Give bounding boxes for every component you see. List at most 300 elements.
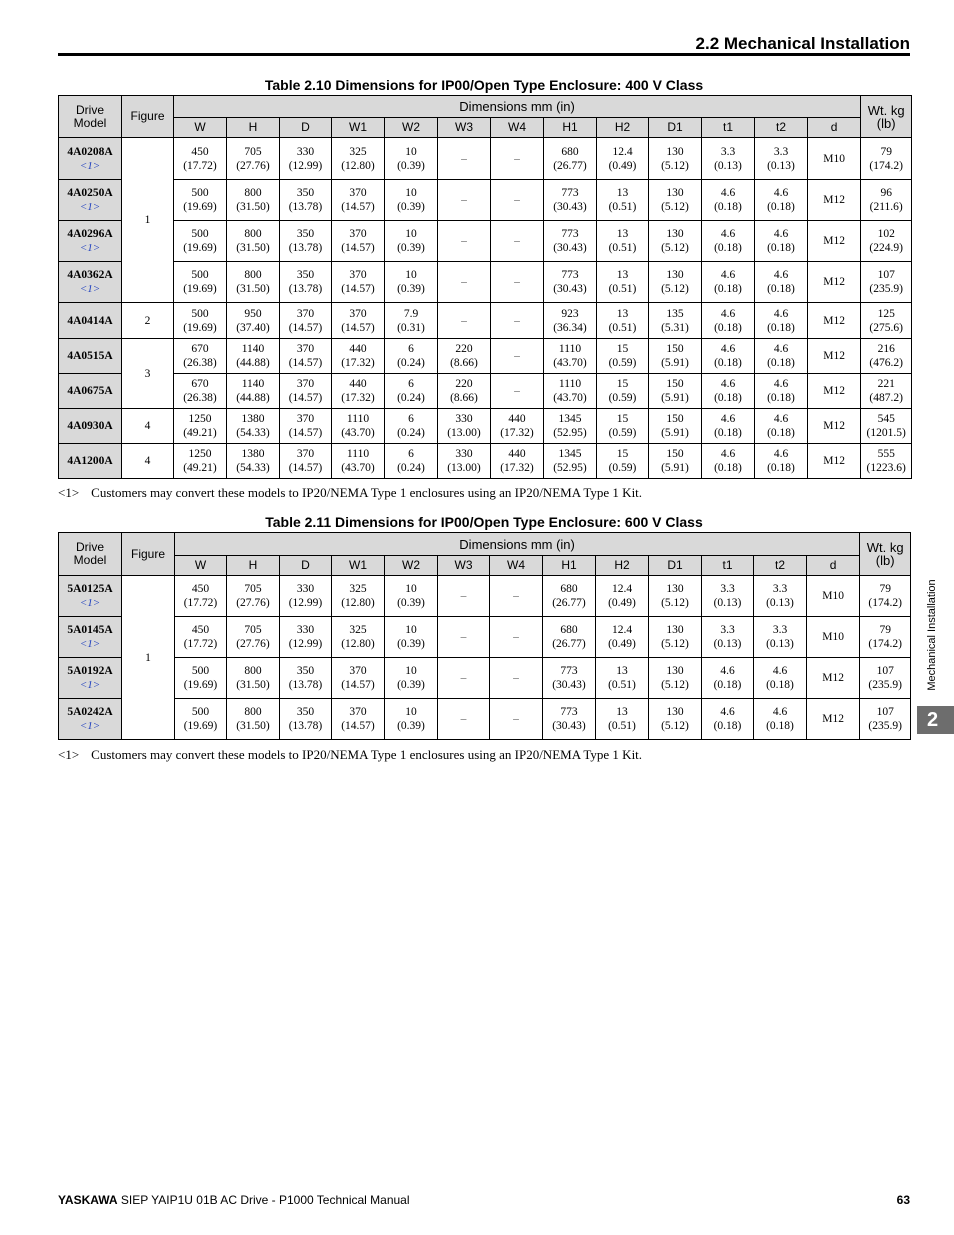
dim-cell-w4: [491, 180, 544, 221]
footnote-ref: <1>: [79, 201, 101, 213]
dim-mm: 370: [349, 706, 367, 718]
dim-cell-d: [280, 374, 332, 409]
dim-in: (30.43): [553, 201, 587, 213]
dim-mm: –: [514, 194, 520, 206]
dim-cell-w2: [385, 444, 438, 479]
dim-mm: 773: [560, 706, 578, 718]
header-dim-h: H: [227, 556, 280, 576]
drive-model-cell: [59, 617, 122, 658]
dim-cell-h2: [596, 576, 649, 617]
dim-cell-h: [227, 138, 280, 180]
dim-cell-h1: [544, 262, 597, 303]
dim-cell-w3: [438, 303, 491, 339]
dim-mm: 3.3: [773, 145, 789, 158]
dim-mm: 4.6: [720, 307, 736, 320]
dim-in: (0.18): [714, 462, 742, 474]
dim-mm: –: [514, 276, 520, 288]
dim-cell-d: [808, 303, 861, 339]
dim-in: (49.21): [183, 462, 217, 474]
dim-in: (13.78): [288, 242, 323, 254]
dim-cell-d: [807, 699, 860, 740]
dim-mm: 4.6: [720, 269, 736, 281]
dim-mm: M12: [822, 672, 844, 684]
dim-mm: 1140: [241, 343, 265, 355]
weight-lb: (275.6): [869, 321, 903, 334]
dim-cell-d1: [649, 576, 702, 617]
dim-in: (44.88): [236, 357, 270, 369]
dim-mm: 370: [349, 187, 367, 199]
drive-model: 4A0515A: [67, 350, 113, 362]
dim-cell-w4: [490, 699, 543, 740]
dim-mm: 4.6: [773, 378, 789, 390]
footnote-mark: <1>: [58, 747, 80, 762]
dim-cell-h1: [544, 409, 597, 444]
dim-cell-h1: [543, 576, 596, 617]
section-title: 2.2 Mechanical Installation: [695, 34, 910, 53]
dim-cell-d: [808, 374, 861, 409]
dim-cell-w4: [491, 409, 544, 444]
weight-cell: [860, 699, 911, 740]
dim-cell-d: [280, 658, 332, 699]
dim-cell-d: [280, 576, 332, 617]
header-dim-d1: D1: [649, 556, 702, 576]
dim-in: (27.76): [236, 159, 270, 172]
drive-model-cell: [59, 576, 122, 617]
dim-in: (13.00): [447, 427, 481, 439]
figure-cell: 4: [122, 444, 174, 479]
weight-lb: (1223.6): [866, 462, 906, 474]
dim-in: (0.51): [608, 242, 637, 254]
header-weight: Wt. kg (lb): [861, 96, 912, 138]
dim-in: (27.76): [236, 597, 270, 609]
weight-lb: (235.9): [868, 720, 902, 732]
dim-in: (0.18): [767, 321, 795, 334]
dim-in: (0.18): [714, 357, 742, 369]
dim-cell-w1: [332, 138, 385, 180]
table-caption: Table 2.11 Dimensions for IP00/Open Type Enclosure: 600 V Class: [265, 514, 703, 530]
dim-cell-w: [174, 339, 227, 374]
dim-cell-w4: [490, 617, 543, 658]
footnote-ref: <1>: [79, 597, 101, 609]
dim-mm: 325: [349, 624, 367, 636]
dim-mm: 13: [616, 228, 629, 240]
drive-model-cell: [59, 409, 122, 444]
dim-in: (0.39): [397, 638, 425, 650]
footnote: [58, 747, 642, 763]
dim-in: (0.13): [766, 638, 794, 650]
dim-cell-t1: [702, 221, 755, 262]
table-row: [59, 699, 911, 740]
footnote-ref: <1>: [79, 159, 101, 172]
weight-lb: (1201.5): [866, 427, 906, 439]
dim-cell-h1: [543, 658, 596, 699]
dim-mm: 13: [616, 187, 629, 199]
dim-mm: 330: [455, 413, 473, 425]
dim-mm: 13: [616, 665, 628, 677]
dim-in: (19.69): [183, 679, 218, 691]
dim-in: (0.13): [713, 638, 742, 650]
dim-mm: 800: [244, 706, 262, 718]
dim-mm: 680: [560, 583, 578, 595]
dim-mm: 1110: [346, 448, 370, 460]
weight-cell: [861, 339, 912, 374]
dim-cell-d1: [649, 617, 702, 658]
dim-in: (26.38): [183, 357, 217, 369]
dim-in: (12.80): [341, 159, 375, 172]
dim-in: (0.59): [608, 427, 637, 439]
dim-cell-d1: [649, 658, 702, 699]
dim-mm: 13: [616, 269, 629, 281]
dim-mm: 10: [405, 706, 417, 718]
dim-mm: 370: [349, 269, 367, 281]
dim-mm: 350: [296, 706, 315, 718]
dim-cell-w4: [491, 262, 544, 303]
dim-cell-w3: [438, 617, 490, 658]
dim-mm: –: [514, 314, 520, 327]
dim-in: (43.70): [341, 427, 375, 439]
dim-cell-t1: [702, 262, 755, 303]
dim-mm: –: [461, 194, 467, 206]
dim-in: (17.72): [183, 159, 217, 172]
header-dim-t1: t1: [702, 556, 754, 576]
dim-cell-d1: [649, 374, 702, 409]
dim-in: (12.99): [288, 597, 323, 609]
dim-mm: 15: [616, 413, 629, 425]
dim-cell-d: [280, 339, 332, 374]
dim-in: (0.39): [397, 720, 425, 732]
dim-mm: 1110: [558, 343, 582, 355]
dim-mm: M12: [823, 314, 845, 327]
header-drive-model: Drive Model: [59, 533, 122, 576]
dim-cell-w: [174, 409, 227, 444]
table-row: [59, 339, 912, 374]
dim-mm: 130: [666, 145, 684, 158]
dim-mm: 1110: [558, 378, 582, 390]
dim-mm: 500: [191, 706, 210, 718]
dim-mm: M10: [822, 590, 844, 602]
dim-cell-h: [227, 699, 280, 740]
dim-cell-d: [808, 339, 861, 374]
dim-cell-h2: [597, 138, 649, 180]
drive-model-cell: [59, 658, 122, 699]
dim-in: (8.66): [450, 392, 478, 404]
dim-mm: 4.6: [773, 448, 789, 460]
figure-cell: 4: [122, 409, 174, 444]
dim-cell-d: [808, 262, 861, 303]
dim-mm: 4.6: [720, 706, 735, 718]
dim-in: (0.18): [767, 283, 795, 295]
dim-in: (19.69): [183, 283, 217, 295]
dim-mm: –: [514, 152, 520, 165]
dim-cell-h: [227, 339, 280, 374]
dim-mm: 370: [349, 228, 367, 240]
dim-cell-t2: [755, 444, 808, 479]
dim-mm: 3.3: [720, 583, 735, 595]
dim-in: (0.18): [714, 283, 742, 295]
dim-mm: 325: [349, 583, 367, 595]
dim-mm: 800: [244, 269, 262, 281]
dim-mm: 220: [455, 343, 473, 355]
dim-in: (5.12): [661, 283, 689, 295]
dim-in: (12.80): [341, 638, 375, 650]
chapter-tab-label: [922, 575, 942, 695]
dim-in: (0.49): [608, 638, 636, 650]
drive-model-cell: [59, 138, 122, 180]
dim-mm: 10: [405, 187, 417, 199]
table-row: [59, 617, 911, 658]
dim-mm: 450: [191, 624, 210, 636]
dim-cell-h1: [544, 374, 597, 409]
dim-in: (0.39): [397, 242, 425, 254]
figure-cell: 1: [122, 576, 175, 740]
dim-cell-t1: [702, 444, 755, 479]
weight-lb: (476.2): [869, 357, 903, 369]
weight-kg: 125: [877, 307, 895, 320]
dim-mm: –: [513, 713, 519, 725]
dim-in: (12.99): [288, 638, 323, 650]
weight-kg: 102: [877, 228, 895, 240]
dim-mm: 4.6: [720, 343, 736, 355]
dim-in: (43.70): [341, 462, 375, 474]
page-footer: [58, 1193, 910, 1207]
footnote-text: Customers may convert these models to IP20/NEMA Type 1 enclosures using an IP20/NEMA Type 1 Kit.: [91, 485, 643, 500]
dim-cell-d: [280, 180, 332, 221]
header-weight: Wt. kg (lb): [860, 533, 911, 576]
dim-in: (31.50): [236, 720, 270, 732]
footnote-ref: <1>: [79, 242, 101, 254]
dim-cell-t1: [702, 699, 754, 740]
dim-cell-h2: [597, 339, 649, 374]
dim-mm: 440: [508, 413, 526, 425]
dim-in: (37.40): [236, 321, 270, 334]
dim-mm: 220: [455, 378, 473, 390]
weight-kg: 216: [877, 343, 895, 355]
dim-cell-h: [227, 262, 280, 303]
dim-mm: 350: [296, 187, 315, 199]
dim-cell-w2: [385, 221, 438, 262]
dim-in: (0.51): [608, 321, 637, 334]
dim-cell-w1: [332, 617, 385, 658]
dim-mm: 4.6: [720, 378, 736, 390]
dim-cell-w4: [491, 339, 544, 374]
dim-cell-w3: [438, 138, 491, 180]
dim-mm: 12.4: [611, 583, 633, 595]
header-dim-h: H: [227, 118, 280, 138]
dim-cell-w2: [385, 262, 438, 303]
dim-cell-w2: [385, 658, 438, 699]
dim-mm: 773: [561, 228, 579, 240]
dim-cell-d1: [649, 180, 702, 221]
dim-mm: 4.6: [773, 187, 789, 199]
dim-mm: 370: [296, 448, 315, 460]
weight-cell: [860, 617, 911, 658]
header-dim-w: W: [175, 556, 227, 576]
drive-model: 5A0242A: [67, 706, 113, 718]
dim-in: (31.50): [236, 201, 270, 213]
dim-mm: 450: [191, 145, 209, 158]
dim-mm: 350: [296, 269, 315, 281]
table-row: [59, 221, 912, 262]
table-row: [59, 262, 912, 303]
dim-mm: 130: [666, 706, 684, 718]
dim-in: (0.18): [714, 201, 742, 213]
dim-mm: 15: [616, 343, 629, 355]
dim-cell-t1: [702, 658, 754, 699]
dim-cell-d: [807, 658, 860, 699]
dim-cell-w2: [385, 409, 438, 444]
dim-mm: 6: [408, 448, 414, 460]
dim-in: (52.95): [553, 427, 587, 439]
footnote-ref: <1>: [79, 638, 101, 650]
dim-in: (13.78): [288, 201, 323, 213]
dim-mm: M12: [823, 350, 845, 362]
drive-model: 4A0208A: [67, 145, 113, 158]
dim-in: (19.69): [183, 242, 217, 254]
dim-cell-w1: [332, 180, 385, 221]
header-figure: Figure: [122, 533, 175, 576]
dim-in: (0.24): [397, 462, 425, 474]
dim-cell-w1: [332, 262, 385, 303]
dim-in: (31.50): [236, 283, 270, 295]
header-dim-h2: H2: [596, 556, 649, 576]
dim-in: (54.33): [236, 462, 270, 474]
header-dim-t2: t2: [754, 556, 807, 576]
dim-mm: –: [513, 631, 519, 643]
dim-cell-w1: [332, 374, 385, 409]
dim-mm: 440: [349, 378, 367, 390]
dim-mm: 6: [408, 413, 414, 425]
dim-in: (0.39): [397, 597, 425, 609]
dim-cell-h1: [543, 617, 596, 658]
dim-cell-w2: [385, 138, 438, 180]
dim-in: (30.43): [552, 720, 586, 732]
header-dim-t2: t2: [755, 118, 808, 138]
dim-cell-w4: [490, 658, 543, 699]
dim-in: (19.69): [183, 201, 217, 213]
dim-cell-w1: [332, 303, 385, 339]
dim-cell-t2: [755, 138, 808, 180]
table-row: [59, 180, 912, 221]
drive-model: 4A0296A: [67, 228, 113, 240]
dim-mm: –: [513, 590, 519, 602]
weight-lb: (211.6): [869, 201, 903, 213]
dim-mm: 350: [296, 228, 315, 240]
dim-in: (0.18): [714, 321, 742, 334]
dim-in: (0.51): [608, 283, 637, 295]
dim-in: (30.43): [553, 242, 587, 254]
weight-kg: 555: [877, 448, 895, 460]
dim-cell-w3: [438, 221, 491, 262]
dim-mm: 440: [508, 448, 526, 460]
dim-mm: M10: [822, 631, 844, 643]
dim-mm: 130: [666, 228, 684, 240]
dim-in: (0.18): [767, 392, 795, 404]
dim-in: (0.49): [608, 159, 637, 172]
dim-cell-d1: [649, 699, 702, 740]
dim-mm: 500: [191, 187, 209, 199]
dim-cell-h: [227, 303, 280, 339]
figure-cell: 1: [122, 138, 174, 303]
dim-cell-w1: [332, 576, 385, 617]
dimensions-table-600v: [58, 532, 911, 740]
dim-cell-w4: [491, 374, 544, 409]
dim-mm: 13: [616, 706, 628, 718]
dim-cell-h: [227, 409, 280, 444]
dim-mm: 4.6: [720, 448, 736, 460]
dim-in: (13.78): [288, 283, 323, 295]
dim-in: (0.59): [608, 462, 637, 474]
dim-in: (26.77): [552, 638, 586, 650]
dim-in: (17.32): [500, 427, 534, 439]
dim-cell-w1: [332, 409, 385, 444]
dim-mm: 705: [244, 624, 262, 636]
drive-model: 4A0362A: [67, 269, 113, 281]
dim-cell-w1: [332, 444, 385, 479]
table-row: [59, 303, 912, 339]
dim-mm: 4.6: [773, 269, 789, 281]
drive-model-cell: [59, 262, 122, 303]
dim-mm: 4.6: [773, 307, 789, 320]
dim-in: (14.57): [341, 679, 375, 691]
header-dim-w: W: [174, 118, 227, 138]
drive-model-cell: [59, 444, 122, 479]
dim-in: (0.18): [767, 201, 795, 213]
weight-kg: 79: [879, 583, 891, 595]
weight-lb: (174.2): [869, 159, 903, 172]
weight-cell: [861, 444, 912, 479]
drive-model-cell: [59, 699, 122, 740]
dim-in: (49.21): [183, 427, 217, 439]
dim-mm: –: [460, 672, 467, 684]
table-row: [59, 374, 912, 409]
dim-in: (5.12): [661, 597, 689, 609]
dim-mm: –: [460, 713, 467, 725]
dim-cell-w1: [332, 221, 385, 262]
dim-mm: 3.3: [772, 624, 788, 636]
dim-cell-w3: [438, 339, 491, 374]
dim-mm: 150: [666, 413, 684, 425]
dim-cell-h1: [544, 180, 597, 221]
dim-cell-h2: [597, 409, 649, 444]
dim-cell-w2: [385, 699, 438, 740]
dim-mm: 1345: [558, 413, 582, 425]
dim-cell-w: [174, 444, 227, 479]
header-dimensions: Dimensions mm (in): [175, 533, 860, 556]
dim-mm: 1110: [346, 413, 370, 425]
dim-in: (0.59): [608, 392, 637, 404]
dim-in: (0.18): [767, 427, 795, 439]
weight-cell: [861, 303, 912, 339]
dim-in: (19.69): [183, 321, 217, 334]
header-figure: Figure: [122, 96, 174, 138]
dim-mm: 4.6: [772, 706, 788, 718]
weight-lb: (235.9): [869, 283, 903, 295]
dim-in: (17.32): [341, 392, 375, 404]
dim-cell-w: [174, 221, 227, 262]
dim-mm: 773: [561, 187, 579, 199]
dim-mm: 1345: [558, 448, 582, 460]
dim-mm: 4.6: [720, 413, 736, 425]
dim-in: (14.57): [288, 392, 323, 404]
weight-kg: 96: [880, 187, 892, 199]
dim-in: (14.57): [341, 201, 375, 213]
dim-in: (0.39): [397, 201, 425, 213]
weight-cell: [861, 138, 912, 180]
dim-mm: 800: [244, 665, 262, 677]
dim-mm: 4.6: [773, 413, 789, 425]
header-dim-h1: H1: [544, 118, 597, 138]
table-row: [59, 444, 912, 479]
